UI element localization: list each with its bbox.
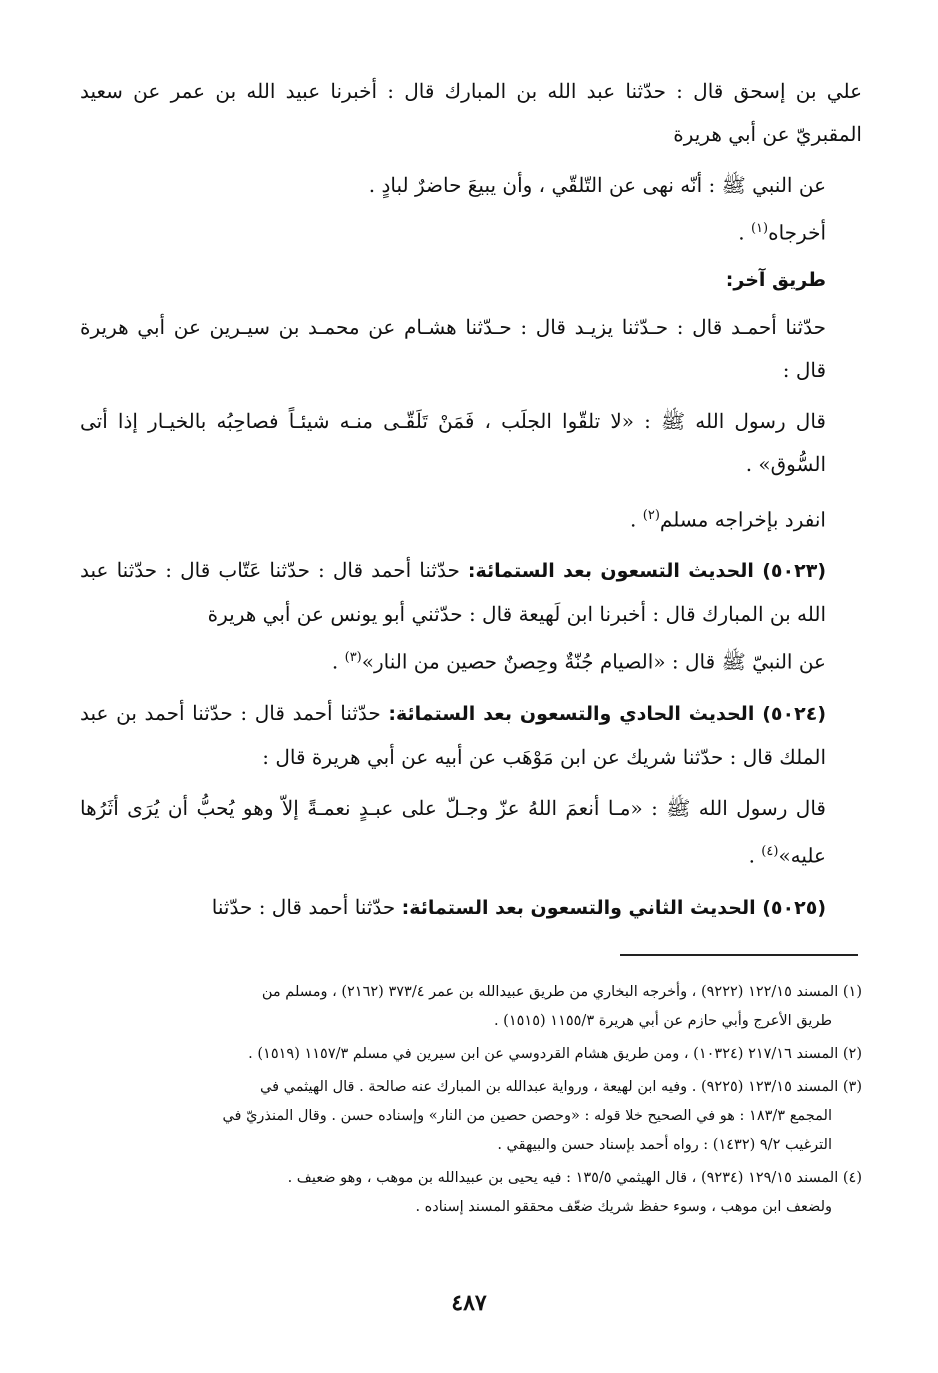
takhrij-text-2: انفرد بإخراجه مسلم [659,507,826,532]
footnote-ref-1: (١) [750,221,769,236]
footnote-3-line-1: (٣) المسند ١٢٣/١٥ (٩٢٢٥) . وفيه ابن لهيعة ، ورواية عبدالله بن المبارك عنه صالحة . قال الهيثمي في [260,1079,862,1095]
footnote-1-line-1: (١) المسند ١٢٢/١٥ (٩٢٢٢) ، وأخرجه البخاري من طريق عبيدالله بن عمر ٣٧٣/٤ (٢١٦٢) ، ومسلم من [261,984,862,1000]
footnote-2-line-1: (٢) المسند ٢١٧/١٦ (١٠٣٢٤) ، ومن طريق هشام القردوسي عن ابن سيرين في مسلم ١١٥٧/٣ (١٥١٩) . [248,1046,862,1062]
page-number: ٤٨٧ [451,1290,487,1316]
hadith-5024-heading: (٥٠٢٤) الحديث الحادي والتسعون بعد الستمائة: [388,702,826,725]
footnote-ref-4: (٤) [761,843,779,859]
footnote-3-line-2: المجمع ١٨٣/٣ : هو في الصحيح خلا قوله : «وحصن حصين من النار» وإسناده حسن . وقال المنذريّ في [222,1108,832,1124]
hadith-5025-chain: حدّثنا أحمد قال : حدّثنا [211,894,402,919]
hadith-5023 [80,549,862,636]
takhrij-text: أخرجاه [768,220,826,245]
footnote-4-line-1: (٤) المسند ١٢٩/١٥ (٩٢٣٤) ، قال الهيثمي ١٣٥/٥ : فيه يحيى بن عبيدالله بن موهب ، وهو ضعيف . [287,1170,862,1186]
footnotes [80,978,862,1226]
paragraph-chain-2: حدّثنا أحمـد قال : حـدّثنا يزيـد قال : حـدّثنا هشـام عن محمـد بن سيـرين عن أبي هريرة قال : [80,314,826,382]
hadith-5024-chain: حدّثنا أحمد قال : حدّثنا أحمد بن عبد الملك قال : حدّثنا شريك عن ابن مَوْهَب عن أبيه عن أبي هريرة قال : [80,700,826,769]
paragraph-hadith-1: عن النبي ﷺ : أنّه نهى عن التّلقّي ، وأن يبيعَ حاضرٌ لبادٍ . [368,173,826,197]
main-text [80,70,862,930]
takhrij-end: . [738,220,751,245]
paragraph-hadith-2: قال رسول الله ﷺ : «لا تلقّوا الجلَب ، فَمَنْ تَلَقّـى منـه شيئـاً فصاحِبُه بالخيـار إذا أتى السُّوق» . [80,408,826,476]
footnote-1 [80,978,862,1036]
footnote-3-line-3: الترغيب ٩/٢ (١٤٣٢) : رواه أحمد بإسناد حسن والبيهقي . [497,1137,832,1153]
hadith-5023-chain: حدّثنا أحمد قال : حدّثنا عَتّاب قال : حدّثنا عبد الله بن المبارك قال : أخبرنا ابن لَهيعة قال : حدّثني أبو يونس عن أبي هريرة [80,558,826,627]
hadith-5025 [80,886,862,930]
section-subheading: طريق آخر: [725,268,826,291]
footnote-ref-3: (٣) [344,650,362,666]
hadith-5023-matn [80,636,862,684]
takhrij-end-2: . [630,507,643,532]
hadith-5024-matn [80,787,862,878]
footnote-ref-2: (٢) [642,507,660,523]
hadith-5023-text: عن النبيّ ﷺ قال : «الصيام جُنّةٌ وحِصنٌ حصين من النار» [361,649,826,674]
footnote-4-line-2: ولضعف ابن موهب ، وسوء حفظ شريك ضعّف محققو المسند إسناده . [415,1199,832,1215]
hadith-5024-end: . [748,843,762,868]
footnote-2 [80,1040,862,1069]
hadith-5025-heading: (٥٠٢٥) الحديث الثاني والتسعون بعد الستمائة: [401,896,826,919]
footnote-3 [80,1073,862,1160]
paragraph-takhrij-1 [80,207,862,255]
hadith-5023-end: . [331,649,345,674]
footnote-separator [620,954,858,956]
footnote-4 [80,1164,862,1222]
paragraph-takhrij-2 [80,494,862,542]
footnote-1-line-2: طريق الأعرج وأبي حازم عن أبي هريرة ١١٥٥/٣ (١٥١٥) . [493,1013,832,1029]
paragraph-chain-1: علي بن إسحق قال : حدّثنا عبد الله بن المبارك قال : أخبرنا عبيد الله بن عمر عن سعيد المقبريّ عن أبي هريرة [80,79,862,146]
hadith-5023-heading: (٥٠٢٣) الحديث التسعون بعد الستمائة: [467,560,826,583]
hadith-5024-text: قال رسول الله ﷺ : «مـا أنعمَ اللهُ عزّ وجـلّ على عبـدٍ نعمـةً إلاّ وهو يُحبُّ أن يُرَى أثَرُها عليه» [80,795,826,868]
hadith-5024 [80,692,862,779]
